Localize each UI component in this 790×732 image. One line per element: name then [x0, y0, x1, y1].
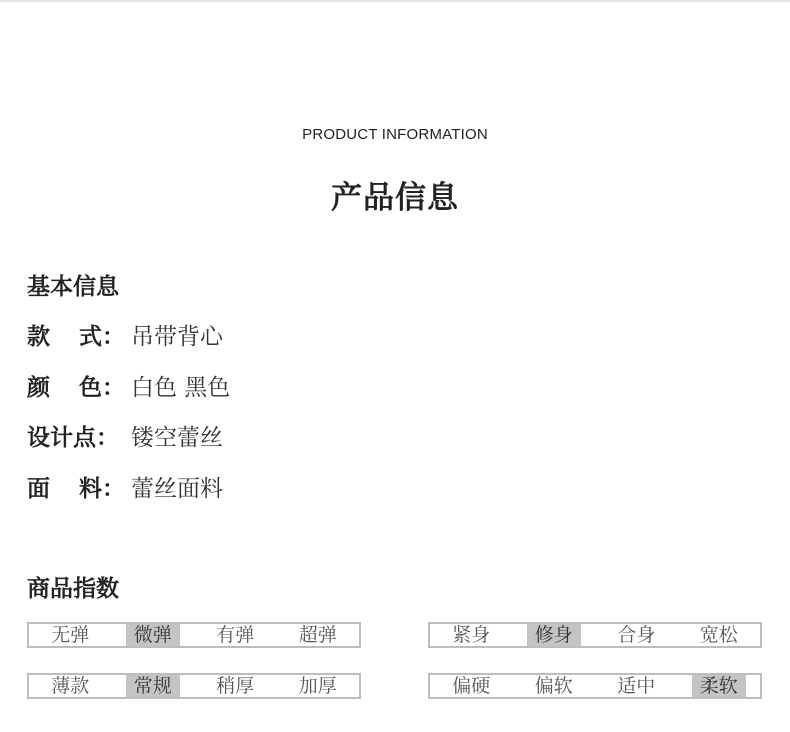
scale-option-label: 稍厚: [216, 675, 255, 697]
product-index-heading: 商品指数: [27, 576, 119, 602]
info-row-style: [27, 322, 223, 352]
info-value: 蕾丝面料: [131, 476, 223, 502]
info-value: 镂空蕾丝: [131, 425, 223, 451]
scale-option: [513, 675, 596, 697]
scale-option: [595, 624, 678, 646]
scale-option-label: 加厚: [298, 675, 337, 697]
scale-option-label: 无弹: [51, 624, 90, 646]
info-row-color: [27, 373, 230, 403]
scale-option-label: 超弹: [298, 624, 337, 646]
scale-option: [430, 624, 513, 646]
scale-option: [277, 675, 360, 697]
scale-option: [595, 675, 678, 697]
top-divider: [0, 0, 790, 2]
scale-option-label: 宽松: [699, 624, 738, 646]
scale-option: [194, 675, 277, 697]
scale-option-label: 偏软: [534, 675, 573, 697]
scale-option-label: 适中: [617, 675, 656, 697]
scale-option-label: 有弹: [216, 624, 255, 646]
info-value: 白色 黑色: [131, 375, 231, 401]
scale-option: [430, 675, 513, 697]
scale-option-label: 常规: [126, 675, 180, 697]
info-label: 颜 色：: [27, 375, 125, 401]
info-value: 吊带背心: [131, 324, 223, 350]
english-title: PRODUCT INFORMATION: [302, 126, 488, 143]
thickness-scale: [27, 673, 361, 699]
scale-option-selected: [112, 675, 195, 697]
scale-option: [29, 624, 112, 646]
scale-option: [194, 624, 277, 646]
scale-option-label: 合身: [617, 624, 656, 646]
elasticity-scale: [27, 622, 361, 648]
fit-scale: [428, 622, 762, 648]
scale-option: [678, 624, 761, 646]
scale-option-label: 微弹: [126, 624, 180, 646]
scale-option-label: 修身: [527, 624, 581, 646]
scale-option-selected: [513, 624, 596, 646]
scale-option-label: 紧身: [452, 624, 491, 646]
scale-option-label: 薄款: [51, 675, 90, 697]
scale-option: [29, 675, 112, 697]
scale-option-selected: [112, 624, 195, 646]
info-label: 设计点：: [27, 425, 119, 451]
info-row-material: [27, 474, 223, 504]
scale-option-selected: [678, 675, 761, 697]
softness-scale: [428, 673, 762, 699]
scale-option-label: 偏硬: [452, 675, 491, 697]
scale-option: [277, 624, 360, 646]
page-title: 产品信息: [331, 180, 459, 216]
info-label: 款 式：: [27, 324, 125, 350]
scale-option-label: 柔软: [692, 675, 746, 697]
basic-info-heading: 基本信息: [27, 274, 119, 300]
info-label: 面 料：: [27, 476, 125, 502]
info-row-design: [27, 423, 223, 453]
